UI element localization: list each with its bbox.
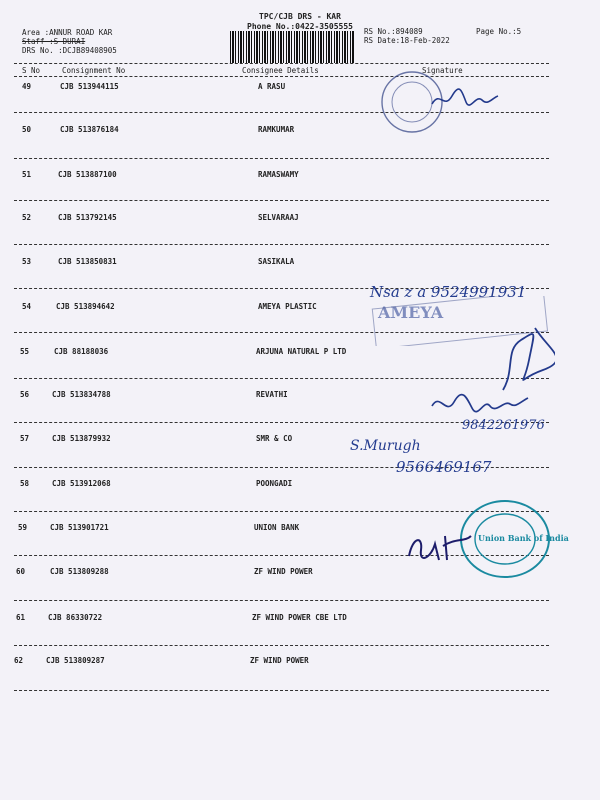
row-divider — [14, 200, 549, 201]
row-divider — [14, 645, 549, 646]
table-row — [0, 257, 600, 269]
table-row — [0, 82, 600, 94]
col-consignment: Consignment No — [62, 66, 126, 75]
row-sno: 56 — [20, 390, 30, 399]
column-divider — [14, 76, 549, 77]
row-consignment: CJB 513876184 — [60, 125, 119, 134]
row-divider — [14, 600, 549, 601]
row-consignee: AMEYA PLASTIC — [258, 302, 317, 311]
row-sno: 60 — [16, 567, 26, 576]
row-consignment: CJB 513944115 — [60, 82, 119, 91]
row-sno: 49 — [22, 82, 32, 91]
col-sno: S No — [22, 66, 41, 75]
drs-number: DRS No. :DCJB89408905 — [22, 46, 117, 55]
header-center — [230, 12, 370, 32]
page-number: Page No.:5 — [476, 27, 522, 36]
row-consignment: CJB 513809287 — [46, 656, 105, 665]
row-consignee: REVATHI — [256, 390, 288, 399]
row-consignment: CJB 513887100 — [58, 170, 117, 179]
row-consignee: ZF WIND POWER CBE LTD — [252, 613, 347, 622]
handwritten-phone-row-54: Nsa z a 9524991931 — [370, 283, 527, 301]
row-sno: 51 — [22, 170, 32, 179]
signature-row-56 — [430, 392, 530, 418]
row-sno: 53 — [22, 257, 32, 266]
row-consignee: A RASU — [258, 82, 286, 91]
row-consignment: CJB 513901721 — [50, 523, 109, 532]
row-sno: 59 — [18, 523, 28, 532]
row-consignee: ARJUNA NATURAL P LTD — [256, 347, 347, 356]
row-consignee: ZF WIND POWER — [254, 567, 313, 576]
row-consignment: CJB 513792145 — [58, 213, 117, 222]
row-sno: 55 — [20, 347, 30, 356]
handwritten-name-row-57: S.Murugh — [350, 438, 421, 454]
row-consignment: CJB 513894642 — [56, 302, 115, 311]
table-row — [0, 479, 600, 491]
rs-number: RS No.:894089 — [364, 27, 423, 36]
row-consignee: ZF WIND POWER — [250, 656, 309, 665]
row-divider — [14, 112, 549, 113]
row-divider — [14, 158, 549, 159]
row-divider — [14, 690, 549, 691]
table-row — [0, 656, 600, 668]
table-row — [0, 125, 600, 137]
table-row — [0, 434, 600, 446]
row-consignee: SASIKALA — [258, 257, 295, 266]
header-divider — [14, 63, 549, 64]
row-sno: 52 — [22, 213, 32, 222]
row-consignee: UNION BANK — [254, 523, 300, 532]
row-consignment: CJB 513912068 — [52, 479, 111, 488]
left-header-info — [22, 28, 117, 55]
row-sno: 57 — [20, 434, 30, 443]
signature-row-59 — [405, 530, 475, 564]
rs-date: RS Date:18-Feb-2022 — [364, 36, 450, 45]
col-signature: Signature — [422, 66, 463, 75]
barcode — [230, 31, 355, 63]
row-consignee: RAMKUMAR — [258, 125, 295, 134]
row-sno: 61 — [16, 613, 26, 622]
stamp-text-union-bank: Union Bank of India — [478, 533, 569, 543]
table-row — [0, 213, 600, 225]
handwritten-phone-row-57: 9566469167 — [396, 458, 492, 476]
row-consignment: CJB 513850831 — [58, 257, 117, 266]
row-consignee: SMR & CO — [256, 434, 293, 443]
row-consignment: CJB 88188036 — [54, 347, 109, 356]
row-sno: 54 — [22, 302, 32, 311]
row-sno: 62 — [14, 656, 24, 665]
row-consignment: CJB 513834788 — [52, 390, 111, 399]
row-consignee: RAMASWAMY — [258, 170, 299, 179]
sheet-title: TPC/CJB DRS - KAR — [259, 12, 341, 21]
phone-number: Phone No.:0422-3505555 — [247, 22, 353, 31]
signature-row-55 — [495, 320, 555, 400]
row-consignment: CJB 86330722 — [48, 613, 103, 622]
signature-row-49 — [430, 88, 500, 110]
row-sno: 50 — [22, 125, 32, 134]
area-line: Area :ANNUR ROAD KAR — [22, 28, 113, 37]
row-sno: 58 — [20, 479, 30, 488]
col-consignee: Consignee Details — [242, 66, 319, 75]
stamp-text-ameya: AMEYA — [378, 303, 444, 322]
row-consignee: SELVARAAJ — [258, 213, 299, 222]
handwritten-phone-row-56: 9842261976 — [462, 418, 545, 433]
staff-line: Staff :S DURAI — [22, 37, 86, 46]
row-consignee: POONGADI — [256, 479, 293, 488]
row-divider — [14, 244, 549, 245]
right-header-info — [364, 27, 450, 45]
table-row — [0, 613, 600, 625]
row-consignment: CJB 513809288 — [50, 567, 109, 576]
row-divider — [14, 378, 549, 379]
row-consignment: CJB 513879932 — [52, 434, 111, 443]
table-row — [0, 170, 600, 182]
